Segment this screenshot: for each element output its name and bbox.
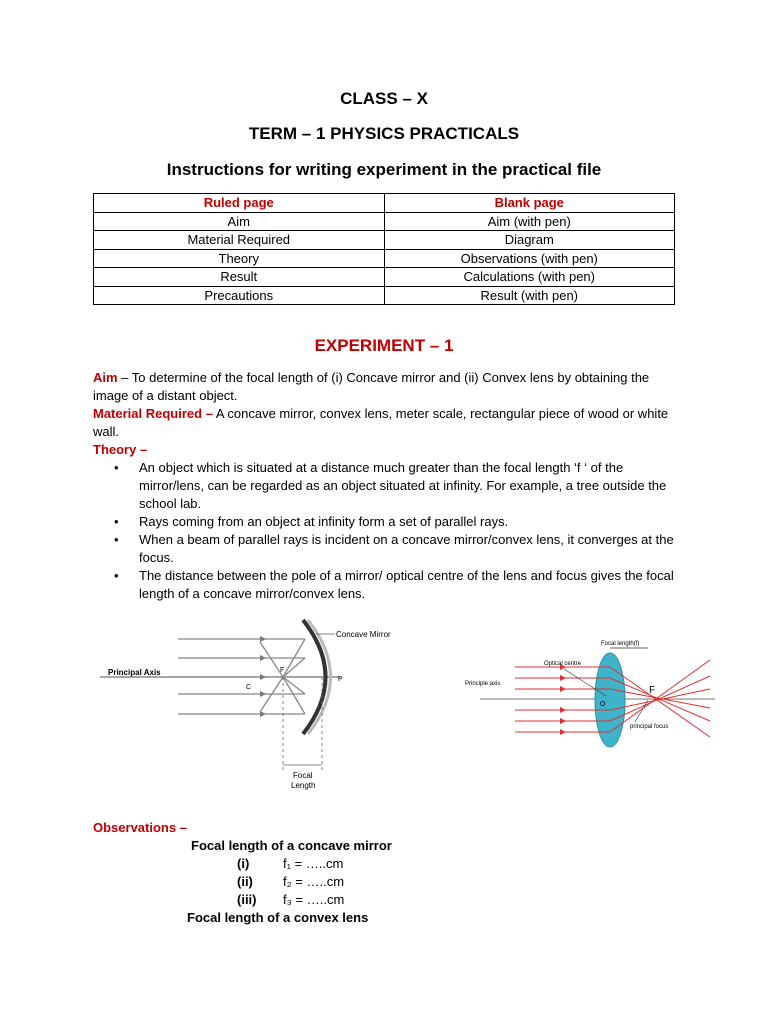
principal-axis-label: Principal Axis: [108, 668, 161, 677]
focal-length-label: Focal length(f): [601, 641, 640, 647]
optical-centre-point-label: O: [600, 701, 606, 708]
list-item: • Rays coming from an object at infinity form a set of parallel rays.: [139, 513, 683, 531]
table-row: [94, 212, 675, 231]
lens-focus-label: F: [649, 685, 656, 696]
list-item: • The distance between the pole of a mirror/ optical centre of the lens and focus gives the focal length of a concave mirror/convex lens.: [139, 567, 683, 603]
table-cell: Aim (with pen): [384, 212, 675, 231]
arrow-head: [260, 691, 266, 697]
reflected-ray: [283, 677, 305, 714]
aim-paragraph: [93, 369, 683, 405]
list-item: • When a beam of parallel rays is incident on a concave mirror/convex lens, it converges at the focus.: [139, 531, 683, 567]
observations-label: Observations –: [93, 820, 187, 835]
mirror-heading: Focal length of a concave mirror: [191, 838, 392, 853]
table-cell: Precautions: [94, 286, 385, 305]
reflected-ray: [283, 677, 305, 694]
table-row: [94, 249, 675, 268]
optical-centre-label: Optical centre: [544, 661, 582, 667]
table-header-row: [94, 194, 675, 213]
concave-mirror-diagram: [100, 612, 410, 797]
principal-focus-label: principal focus: [630, 724, 669, 730]
arrow-head: [260, 636, 266, 642]
class-title: CLASS – X: [340, 89, 428, 108]
table-cell: Calculations (with pen): [384, 268, 675, 287]
pole-label: P: [338, 676, 343, 683]
aim-label: Aim: [93, 370, 118, 385]
table-cell: Material Required: [94, 231, 385, 250]
arrow-head: [260, 674, 266, 680]
header-blank-page: Blank page: [384, 194, 675, 213]
header-ruled-page: Ruled page: [94, 194, 385, 213]
theory-list: [93, 459, 683, 603]
obs-num: (i): [237, 856, 250, 871]
table-cell: Observations (with pen): [384, 249, 675, 268]
aim-text: – To determine of the focal length of (i) Concave mirror and (ii) Convex lens by obtaining the image of a distant object.: [93, 370, 650, 403]
list-item: • An object which is situated at a distance much greater than the focal length ‘f ‘ of the mirror/lens, can be regarded as an object situated at infinity. For example, a tree outside the school lab.: [139, 459, 683, 513]
obs-value: f₃ = …..cm: [283, 892, 345, 907]
lens-heading: Focal length of a convex lens: [187, 910, 369, 925]
principle-axis-label: Principle axis: [465, 681, 501, 687]
material-label: Material Required –: [93, 406, 213, 421]
obs-num: (iii): [237, 892, 257, 907]
centre-label: C: [246, 684, 252, 691]
table-cell: Result (with pen): [384, 286, 675, 305]
experiment-title: EXPERIMENT – 1: [314, 336, 454, 355]
instructions-table: [93, 193, 675, 305]
reflected-ray: [283, 658, 305, 677]
material-paragraph: [93, 405, 683, 441]
arrow-head: [260, 711, 266, 717]
table-row: [94, 231, 675, 250]
theory-label: Theory –: [93, 442, 148, 457]
focus-label: F: [280, 667, 285, 674]
length-label: Length: [291, 781, 316, 790]
arrow-head: [260, 655, 266, 661]
focal-label: Focal: [293, 771, 313, 780]
obs-num: (ii): [237, 874, 253, 889]
obs-value: f₁ = …..cm: [283, 856, 344, 871]
table-cell: Aim: [94, 212, 385, 231]
instructions-title: Instructions for writing experiment in the practical file: [166, 160, 602, 179]
term-title: TERM – 1 PHYSICS PRACTICALS: [248, 124, 520, 143]
obs-value: f₂ = …..cm: [283, 874, 345, 889]
material-text: A concave mirror, convex lens, meter scale, rectangular piece of wood or white wall.: [93, 406, 669, 439]
table-row: [94, 268, 675, 287]
table-cell: Result: [94, 268, 385, 287]
concave-mirror-label: Concave Mirror: [336, 630, 391, 639]
table-row: [94, 286, 675, 305]
table-cell: Diagram: [384, 231, 675, 250]
convex-lens-diagram: [460, 632, 720, 762]
table-cell: Theory: [94, 249, 385, 268]
